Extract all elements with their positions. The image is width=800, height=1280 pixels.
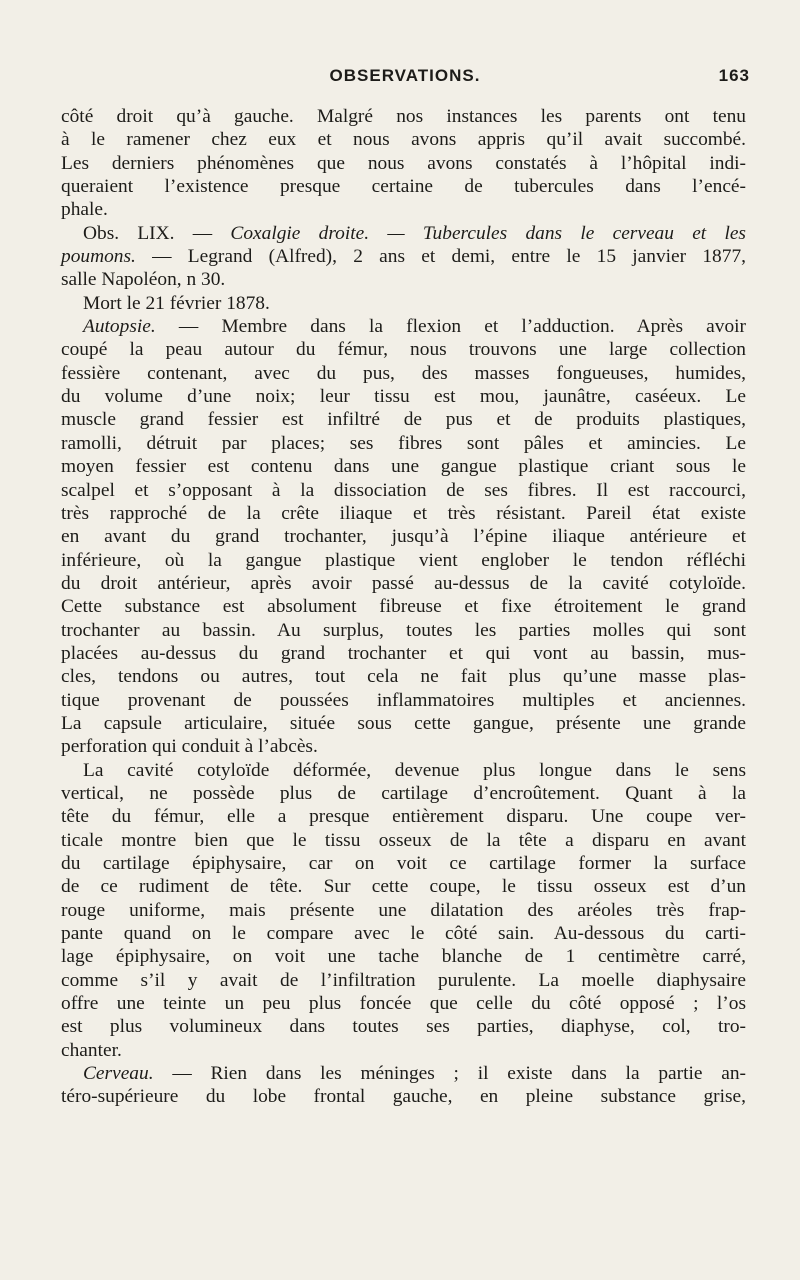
- text-line: scalpel et s’opposant à la dissociation de ses fibres. Il est raccourci,: [61, 479, 746, 501]
- text-line: ramolli, détruit par places; ses fibres sont pâles et amincies. Le: [61, 432, 746, 454]
- text-line: côté droit qu’à gauche. Malgré nos instances les parents ont tenu: [61, 106, 746, 127]
- text-line: Les derniers phénomènes que nous avons constatés à l’hôpital indi-: [61, 152, 746, 174]
- text-line: La capsule articulaire, située sous cette gangue, présente une grande: [61, 712, 746, 734]
- text-line: lage épiphysaire, on voit une tache blanche de 1 centimètre carré,: [61, 946, 746, 968]
- running-head-title: OBSERVATIONS.: [329, 66, 481, 85]
- brain-first-text: — Rien dans les méninges ; il existe dans la partie an-: [153, 1063, 746, 1085]
- running-head: [60, 66, 750, 96]
- autopsy-lead: Autopsie.: [83, 316, 156, 338]
- text-line: coupé la peau autour du fémur, nous trouvons une large collection: [61, 339, 746, 361]
- text-line: rouge uniforme, mais présente une dilatation des aréoles très frap-: [61, 899, 746, 921]
- observation-title: Coxalgie droite. — Tubercules dans le cerveau et les: [230, 222, 746, 244]
- text-line: tique provenant de poussées inflammatoires multiples et anciennes.: [61, 689, 746, 711]
- death-date: Mort le 21 février 1878.: [83, 292, 270, 314]
- patient-details: — Legrand (Alfred), 2 ans et demi, entre le 15 janvier 1877,: [135, 246, 746, 268]
- text-line: téro-supérieure du lobe frontal gauche, en pleine substance grise,: [61, 1086, 746, 1108]
- text-line: moyen fessier est contenu dans une gangue plastique criant sous le: [61, 456, 746, 478]
- page-number: 163: [718, 66, 750, 85]
- text-line: en avant du grand trochanter, jusqu’à l’épine iliaque antérieure et: [61, 526, 746, 548]
- text-line: chanter.: [61, 1039, 122, 1061]
- brain-lead: Cerveau.: [83, 1063, 154, 1085]
- observation-heading: [61, 222, 746, 245]
- observation-label: Obs. LIX. —: [83, 222, 231, 244]
- text-line: cles, tendons ou autres, tout cela ne fait plus qu’une masse plas-: [61, 666, 746, 688]
- text-line: de ce rudiment de tête. Sur cette coupe, le tissu osseux est d’un: [61, 876, 746, 898]
- autopsy-first-line: [61, 315, 746, 338]
- text-line: à le ramener chez eux et nous avons appris qu’il avait succombé.: [61, 129, 746, 151]
- text-line: perforation qui conduit à l’abcès.: [61, 736, 318, 758]
- observation-heading-line-2: [61, 245, 746, 268]
- text-line: salle Napoléon, n 30.: [61, 269, 226, 291]
- text-line: fessière contenant, avec du pus, des masses fongueuses, humides,: [61, 362, 746, 384]
- text-line: est plus volumineux dans toutes ses parties, diaphyse, col, tro-: [61, 1016, 746, 1038]
- text-line: comme s’il y avait de l’infiltration purulente. La moelle diaphysaire: [61, 969, 746, 991]
- body-text: [61, 105, 746, 1109]
- text-line: Cette substance est absolument fibreuse et fixe étroitement le grand: [61, 596, 746, 618]
- text-line: inférieure, où la gangue plastique vient englober le tendon réfléchi: [61, 549, 746, 571]
- text-line: très rapproché de la crête iliaque et très résistant. Pareil état existe: [61, 502, 746, 524]
- text-line: du volume d’une noix; leur tissu est mou, jaunâtre, caséeux. Le: [61, 386, 746, 408]
- text-line: La cavité cotyloïde déformée, devenue plus longue dans le sens: [83, 759, 746, 781]
- text-line: pante quand on le compare avec le côté sain. Au-dessous du carti-: [61, 923, 746, 945]
- text-line: du droit antérieur, après avoir passé au-dessus de la cavité cotyloïde.: [61, 572, 746, 594]
- autopsy-first-text: — Membre dans la flexion et l’adduction. Après avoir: [155, 316, 746, 338]
- text-line: ticale montre bien que le tissu osseux de la tête a disparu en avant: [61, 829, 746, 851]
- text-line: du cartilage épiphysaire, car on voit ce cartilage former la surface: [61, 853, 746, 874]
- text-line: muscle grand fessier est infiltré de pus et de produits plastiques,: [61, 409, 746, 431]
- text-line: phale.: [61, 199, 108, 221]
- text-line: vertical, ne possède plus de cartilage d’encroûtement. Quant à la: [61, 782, 746, 804]
- text-line: tête du fémur, elle a presque entièrement disparu. Une coupe ver-: [61, 806, 746, 828]
- observation-title-cont: poumons.: [61, 246, 136, 268]
- text-line: offre une teinte un peu plus foncée que celle du côté opposé ; l’os: [61, 993, 746, 1015]
- text-line: placées au-dessus du grand trochanter et qui vont au bassin, mus-: [61, 642, 746, 664]
- brain-first-line: [61, 1062, 746, 1085]
- text-line: queraient l’existence presque certaine de tubercules dans l’encé-: [61, 176, 746, 198]
- text-line: trochanter au bassin. Au surplus, toutes les parties molles qui sont: [61, 619, 746, 641]
